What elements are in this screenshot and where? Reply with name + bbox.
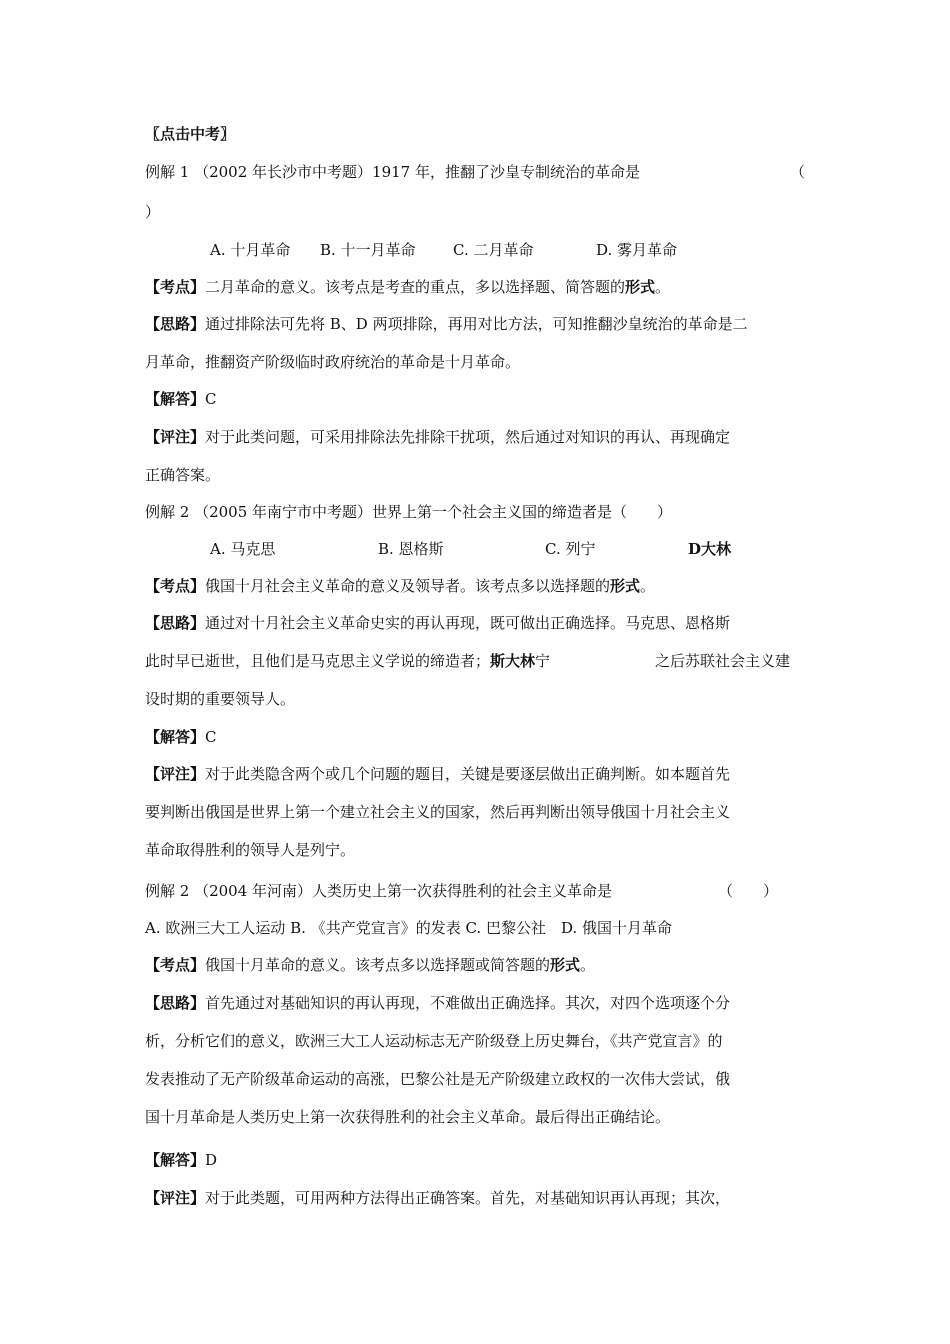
ex3-kaodian-bold: 形式 xyxy=(550,956,581,974)
ex1-pingzhu-1 xyxy=(145,427,730,447)
ex2-option-d: D大林 xyxy=(688,540,732,558)
ex2-option-b: B. 恩格斯 xyxy=(378,540,444,558)
ex3-silu-text: 首先通过对基础知识的再认再现，不难做出正确选择。其次，对四个选项逐个分 xyxy=(205,994,731,1012)
ex1-option-b: B. 十一月革命 xyxy=(320,241,416,259)
ex1-kaodian-text: 二月革命的意义。该考点是考查的重点，多以选择题、简答题的 xyxy=(205,278,626,296)
ex1-option-c: C. 二月革命 xyxy=(453,241,534,259)
ex1-kaodian-end: 。 xyxy=(655,278,671,296)
ex2-silu-1 xyxy=(145,613,730,633)
label-silu: 【思路】 xyxy=(145,994,206,1012)
ex1-kaodian-bold: 形式 xyxy=(625,278,656,296)
ex1-pingzhu-2: 正确答案。 xyxy=(145,466,221,484)
ex2-silu-2c: 宁 xyxy=(535,652,551,670)
ex1-paren-open: （ xyxy=(790,163,806,181)
ex2-kaodian-text: 俄国十月社会主义革命的意义及领导者。该考点多以选择题的 xyxy=(205,577,611,595)
ex3-silu-4: 国十月革命是人类历史上第一次获得胜利的社会主义革命。最后得出正确结论。 xyxy=(145,1108,671,1126)
ex2-pingzhu-text: 对于此类隐含两个或几个问题的题目，关键是要逐层做出正确判断。如本题首先 xyxy=(205,765,731,783)
ex3-pingzhu-text: 对于此类题，可用两种方法得出正确答案。首先，对基础知识再认再现；其次， xyxy=(205,1189,731,1207)
ex3-title: 例解 2 （2004 年河南）人类历史上第一次获得胜利的社会主义革命是 xyxy=(145,882,613,900)
ex2-jieda xyxy=(145,727,217,747)
ex2-kaodian xyxy=(145,576,655,596)
label-jieda: 【解答】 xyxy=(145,728,206,746)
label-kaodian: 【考点】 xyxy=(145,278,206,296)
ex2-silu-3: 设时期的重要领导人。 xyxy=(145,690,296,708)
ex3-options: A. 欧洲三大工人运动 B. 《共产党宣言》的发表 C. 巴黎公社 D. 俄国十月革命 xyxy=(145,919,672,937)
ex1-paren-close: ） xyxy=(145,203,161,221)
ex1-kaodian xyxy=(145,277,670,297)
ex3-answer: D xyxy=(205,1151,218,1169)
ex2-silu-2a: 此时早已逝世，且他们是马克思主义学说的缔造者； xyxy=(145,652,491,670)
ex2-pingzhu-2: 要判断出俄国是世界上第一个建立社会主义的国家，然后再判断出领导俄国十月社会主义 xyxy=(145,803,731,821)
ex1-option-d: D. 雾月革命 xyxy=(596,241,678,259)
ex3-kaodian-end: 。 xyxy=(580,956,596,974)
ex3-jieda xyxy=(145,1150,217,1170)
label-silu: 【思路】 xyxy=(145,614,206,632)
ex2-silu-2d: 之后苏联社会主义建 xyxy=(655,652,791,670)
ex1-silu-2: 月革命，推翻资产阶级临时政府统治的革命是十月革命。 xyxy=(145,353,521,371)
ex1-silu-1 xyxy=(145,314,748,334)
label-silu: 【思路】 xyxy=(145,315,206,333)
ex1-title: 例解 1 （2002 年长沙市中考题）1917 年，推翻了沙皇专制统治的革命是 xyxy=(145,163,640,181)
ex3-kaodian-text: 俄国十月革命的意义。该考点多以选择题或简答题的 xyxy=(205,956,551,974)
ex2-title: 例解 2 （2005 年南宁市中考题）世界上第一个社会主义国的缔造者是（ ） xyxy=(145,503,673,521)
ex2-kaodian-end: 。 xyxy=(640,577,656,595)
label-pingzhu: 【评注】 xyxy=(145,428,206,446)
ex3-silu-3: 发表推动了无产阶级革命运动的高涨，巴黎公社是无产阶级建立政权的一次伟大尝试，俄 xyxy=(145,1070,731,1088)
ex2-kaodian-bold: 形式 xyxy=(610,577,641,595)
ex1-silu-text: 通过排除法可先将 B、D 两项排除，再用对比方法，可知推翻沙皇统治的革命是二 xyxy=(205,315,748,333)
ex3-pingzhu-1 xyxy=(145,1188,730,1208)
ex2-silu-text: 通过对十月社会主义革命史实的再认再现，既可做出正确选择。马克思、恩格斯 xyxy=(205,614,731,632)
label-kaodian: 【考点】 xyxy=(145,577,206,595)
ex1-option-a: A. 十月革命 xyxy=(210,241,291,259)
ex2-pingzhu-1 xyxy=(145,764,730,784)
label-jieda: 【解答】 xyxy=(145,390,206,408)
ex2-option-a: A. 马克思 xyxy=(210,540,276,558)
ex1-jieda xyxy=(145,389,217,409)
ex2-option-c: C. 列宁 xyxy=(545,540,596,558)
ex2-silu-2b: 斯大林 xyxy=(490,652,536,670)
section-title: 〖点击中考〗 xyxy=(145,125,236,143)
label-kaodian: 【考点】 xyxy=(145,956,206,974)
ex1-answer: C xyxy=(205,390,217,408)
ex3-paren: （ ） xyxy=(718,882,779,900)
ex1-pingzhu-text: 对于此类问题，可采用排除法先排除干扰项，然后通过对知识的再认、再现确定 xyxy=(205,428,731,446)
ex2-pingzhu-3: 革命取得胜利的领导人是列宁。 xyxy=(145,841,356,859)
ex2-silu-2 xyxy=(145,651,550,671)
ex3-silu-2: 析，分析它们的意义，欧洲三大工人运动标志无产阶级登上历史舞台，《共产党宣言》的 xyxy=(145,1032,723,1050)
ex3-silu-1 xyxy=(145,993,730,1013)
label-pingzhu: 【评注】 xyxy=(145,765,206,783)
ex2-answer: C xyxy=(205,728,217,746)
label-jieda: 【解答】 xyxy=(145,1151,206,1169)
label-pingzhu: 【评注】 xyxy=(145,1189,206,1207)
ex3-kaodian xyxy=(145,955,595,975)
